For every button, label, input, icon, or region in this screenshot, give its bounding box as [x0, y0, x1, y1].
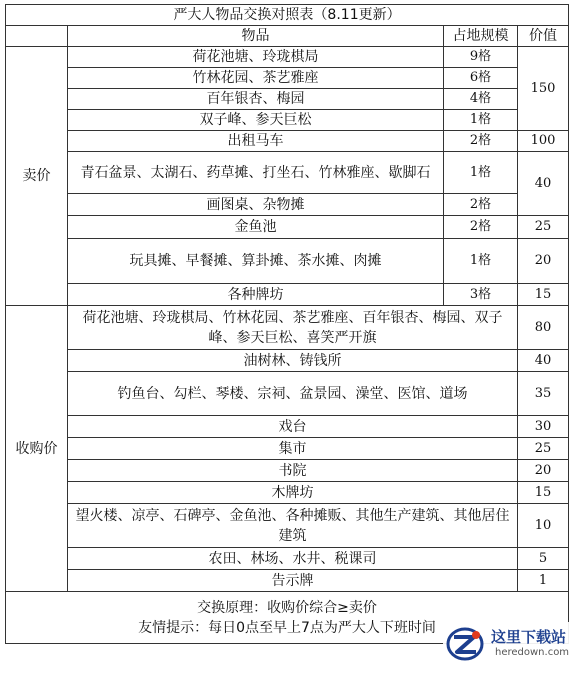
sell-item: 青石盆景、太湖石、药草摊、打坐石、竹林雅座、歇脚石 — [68, 152, 444, 194]
sell-size: 2格 — [444, 194, 518, 216]
watermark — [443, 622, 569, 666]
buy-item: 木牌坊 — [68, 482, 518, 504]
sell-size: 2格 — [444, 131, 518, 152]
buy-price: 40 — [518, 350, 569, 372]
footer-principle: 交换原理：收购价综合≥卖价 — [197, 599, 377, 616]
buy-price: 30 — [518, 416, 569, 438]
buy-item: 钓鱼台、勾栏、琴楼、宗祠、盆景园、澡堂、医馆、道场 — [68, 372, 518, 416]
buy-item: 戏台 — [68, 416, 518, 438]
sell-size: 2格 — [444, 216, 518, 239]
watermark-name: 这里下载站 — [491, 628, 567, 646]
sell-price: 20 — [518, 239, 569, 284]
sell-item: 玩具摊、早餐摊、算卦摊、茶水摊、肉摊 — [68, 239, 444, 284]
header-item: 物品 — [68, 26, 444, 47]
buy-price: 5 — [518, 548, 569, 570]
buy-item: 油树林、铸钱所 — [68, 350, 518, 372]
buy-item: 荷花池塘、玲珑棋局、竹林花园、茶艺雅座、百年银杏、梅园、双子峰、参天巨松、喜笑严开旗 — [68, 306, 518, 350]
sell-size: 1格 — [444, 239, 518, 284]
buy-item: 告示牌 — [68, 570, 518, 592]
sell-item: 荷花池塘、玲珑棋局 — [68, 47, 444, 68]
sell-size: 1格 — [444, 152, 518, 194]
sell-item: 竹林花园、茶艺雅座 — [68, 68, 444, 89]
buy-item: 望火楼、凉亭、石碑亭、金鱼池、各种摊贩、其他生产建筑、其他居住建筑 — [68, 504, 518, 548]
header-size: 占地规模 — [444, 26, 518, 47]
sell-item: 百年银杏、梅园 — [68, 89, 444, 110]
buy-item: 集市 — [68, 438, 518, 460]
buy-price: 10 — [518, 504, 569, 548]
sell-item: 出租马车 — [68, 131, 444, 152]
header-price: 价值 — [518, 26, 569, 47]
buy-price: 80 — [518, 306, 569, 350]
sell-size: 3格 — [444, 284, 518, 306]
sell-item: 各种牌坊 — [68, 284, 444, 306]
buy-price: 1 — [518, 570, 569, 592]
sell-price: 15 — [518, 284, 569, 306]
sell-item: 金鱼池 — [68, 216, 444, 239]
sell-size: 9格 — [444, 47, 518, 68]
buy-section-label: 收购价 — [6, 306, 68, 592]
sell-section-label: 卖价 — [6, 47, 68, 306]
buy-price: 35 — [518, 372, 569, 416]
sell-price: 150 — [518, 47, 569, 131]
sell-price: 100 — [518, 131, 569, 152]
sell-size: 1格 — [444, 110, 518, 131]
sell-price: 40 — [518, 152, 569, 216]
header-blank — [6, 26, 68, 47]
site-logo-icon — [445, 626, 485, 662]
sell-item: 双子峰、参天巨松 — [68, 110, 444, 131]
sell-size: 6格 — [444, 68, 518, 89]
buy-price: 15 — [518, 482, 569, 504]
buy-price: 25 — [518, 438, 569, 460]
buy-item: 农田、林场、水井、税课司 — [68, 548, 518, 570]
buy-item: 书院 — [68, 460, 518, 482]
buy-price: 20 — [518, 460, 569, 482]
table-title: 严大人物品交换对照表（8.11更新） — [6, 5, 569, 26]
sell-item: 画图桌、杂物摊 — [68, 194, 444, 216]
exchange-table — [5, 4, 569, 644]
sell-price: 25 — [518, 216, 569, 239]
watermark-domain: heredown.com — [495, 647, 570, 658]
footer-tip: 友情提示：每日0点至早上7点为严大人下班时间 — [138, 619, 436, 636]
sell-size: 4格 — [444, 89, 518, 110]
